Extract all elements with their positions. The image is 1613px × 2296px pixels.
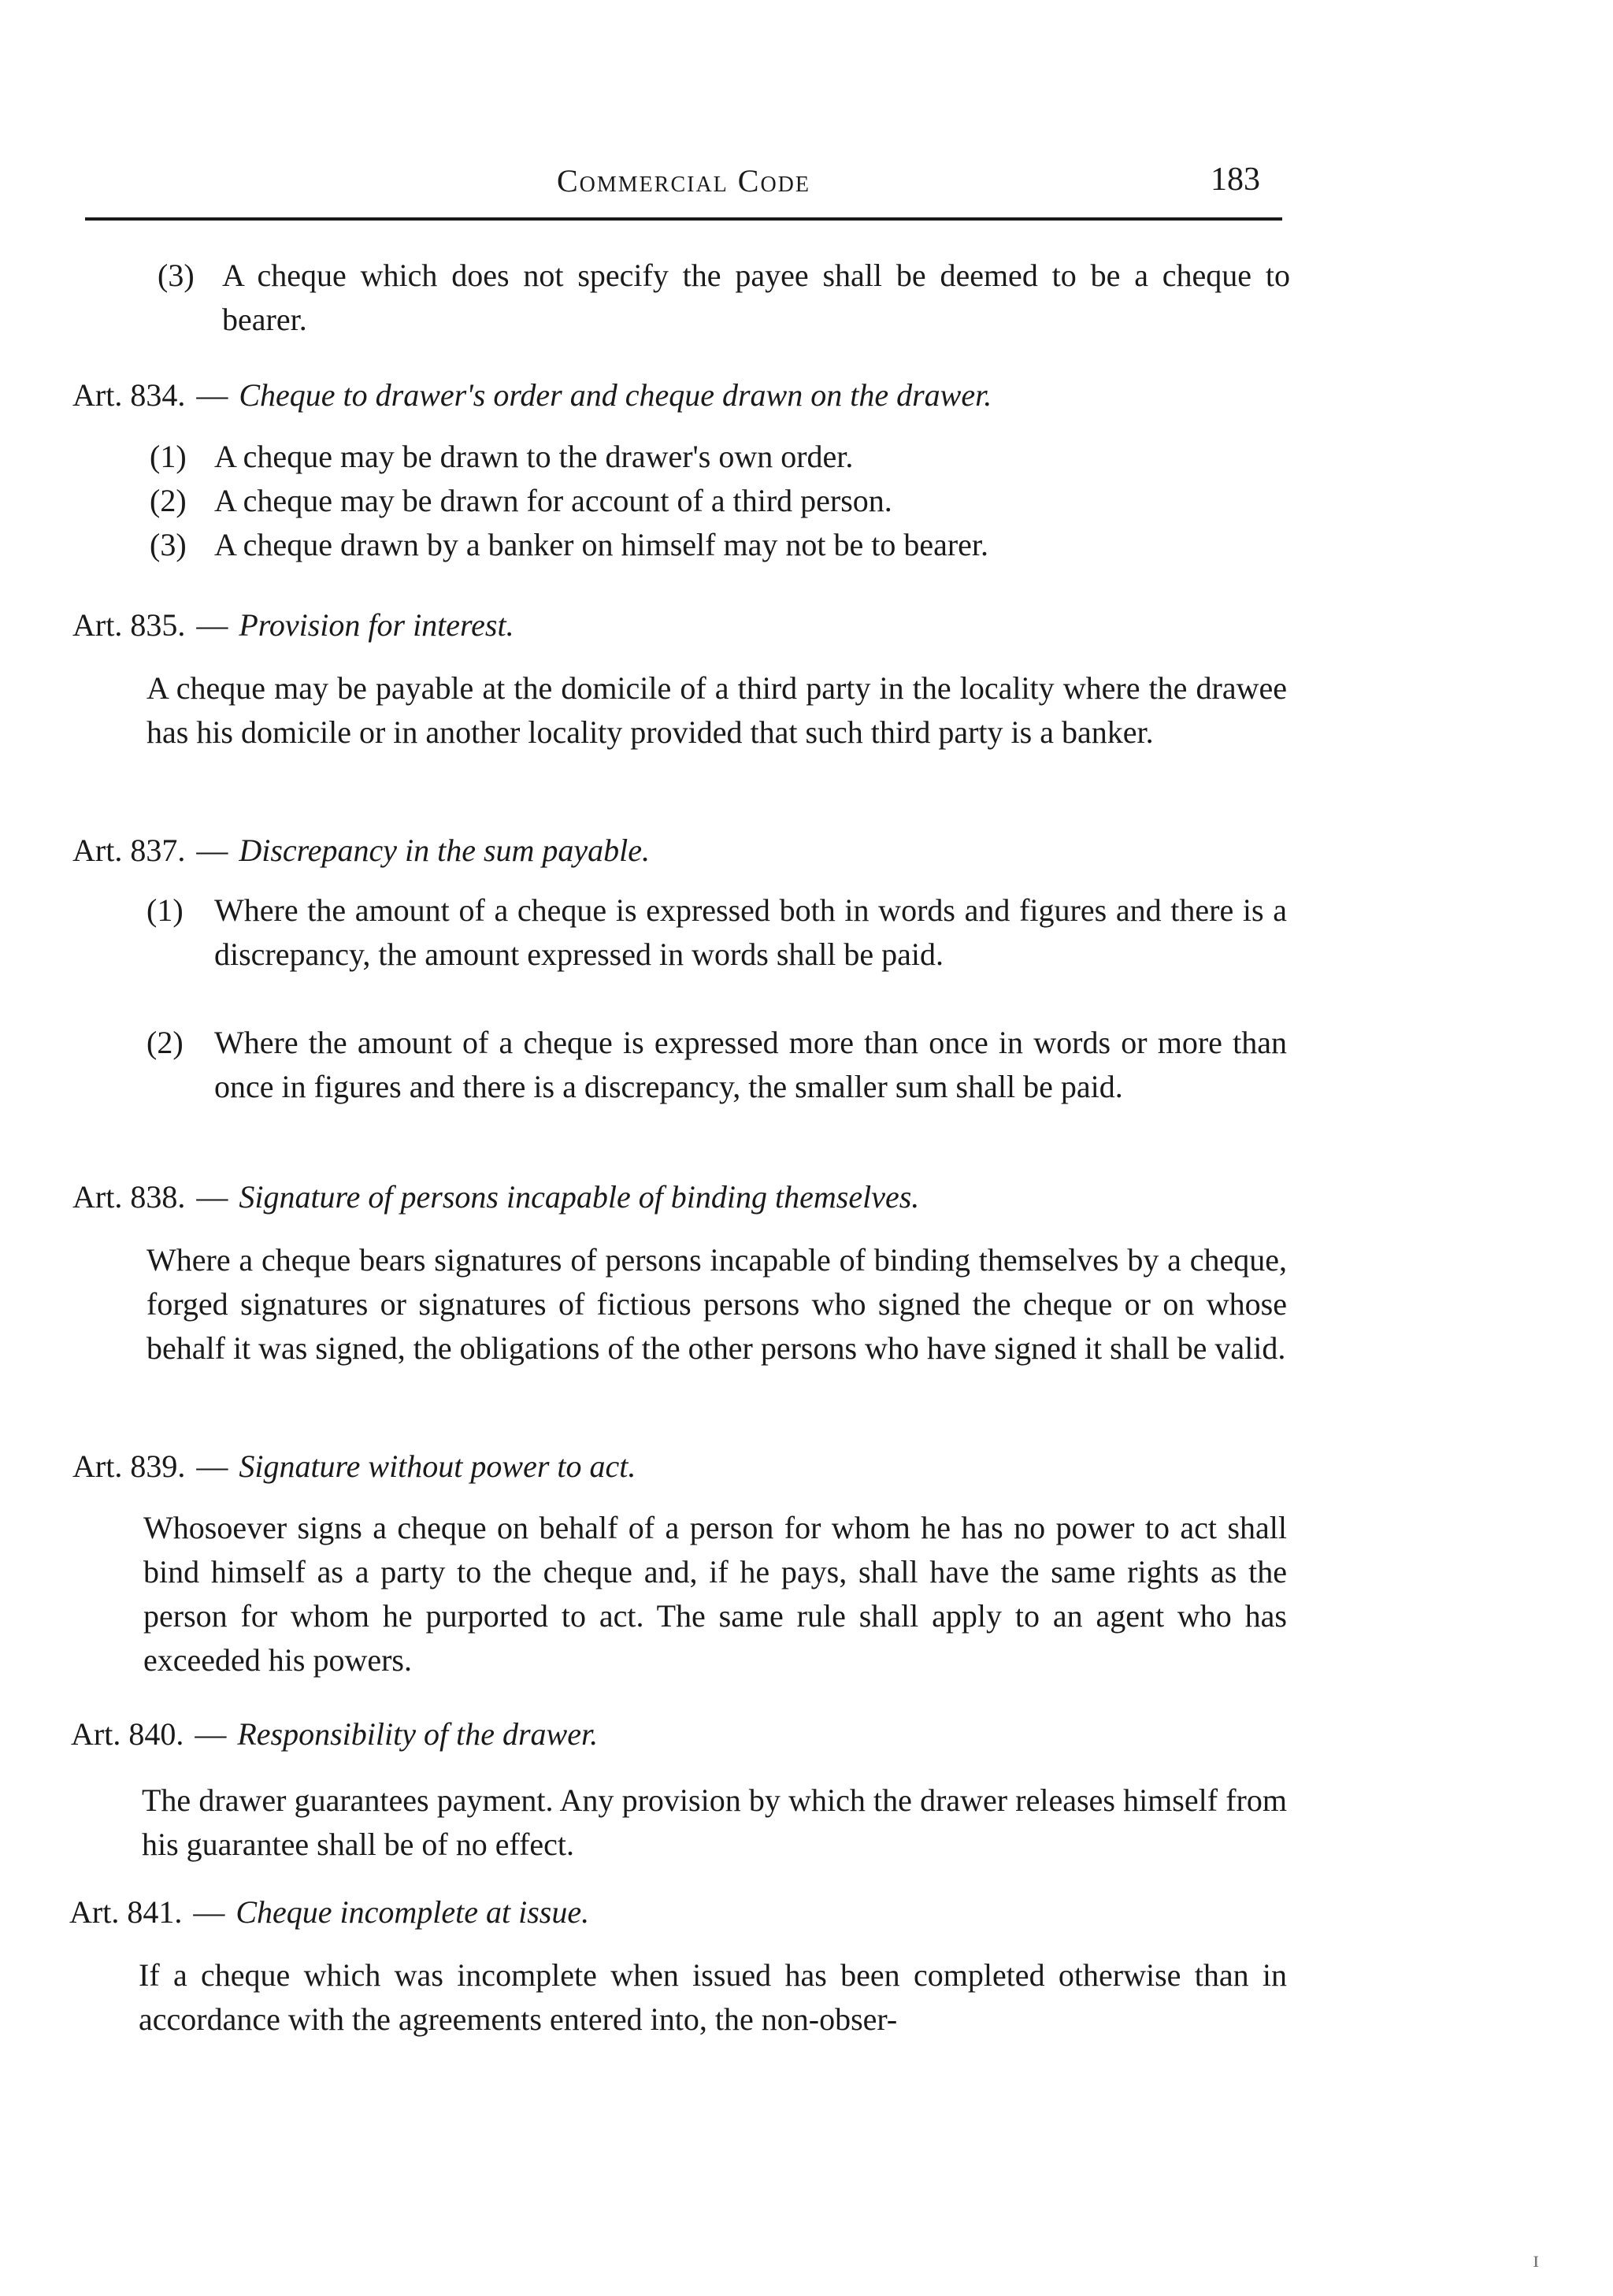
article-text: Whosoever signs a cheque on behalf of a person for whom he has no power to act shall bind himself as a party to the cheque and, if he pays, shall have the same rights as the person for whom he purported to act. The same rule shall apply to an agent who has exceeded his powers. [143, 1510, 1287, 1678]
running-header [85, 158, 1282, 221]
article-title: Responsibility of the drawer. [237, 1716, 599, 1752]
stray-mark: ɪ [1533, 2246, 1540, 2272]
article-title: Provision for interest. [239, 607, 514, 643]
article-heading [72, 829, 650, 873]
item-number: (1) [146, 892, 184, 928]
article-heading [72, 603, 514, 647]
running-header-title: Commercial Code [556, 163, 811, 198]
article-label: Art. 839. [72, 1448, 186, 1484]
article-label: Art. 834. [72, 377, 186, 413]
article-label: Art. 837. [72, 833, 186, 868]
article-dash: — [196, 1179, 228, 1215]
article-dash: — [196, 833, 228, 868]
article-title: Cheque incomplete at issue. [235, 1894, 590, 1930]
article-text: Where a cheque bears signatures of persons incapable of binding themselves by a cheque, forged signatures or signatures of fictious persons who signed the cheque or on whose behalf it was signed, the obligations of the other persons who have signed it shall be valid. [146, 1242, 1287, 1366]
item-text: A cheque which does not specify the payee shall be deemed to be a cheque to bearer. [222, 258, 1290, 337]
article-title: Signature of persons incapable of binding themselves. [239, 1179, 920, 1215]
list-item [146, 888, 1287, 1021]
item-text: Where the amount of a cheque is expressed more than once in words or more than once in figures and there is a discrepancy, the smaller sum shall be paid. [214, 1025, 1287, 1104]
item-text: A cheque may be drawn for account of a third person. [214, 483, 892, 518]
article-label: Art. 835. [72, 607, 186, 643]
item-number: (3) [150, 527, 187, 562]
article-heading [72, 1175, 919, 1219]
article-title: Discrepancy in the sum payable. [239, 833, 651, 868]
item-number: (3) [158, 258, 195, 293]
article-label: Art. 838. [72, 1179, 186, 1215]
article-text: The drawer guarantees payment. Any provision by which the drawer releases himself from his guarantee shall be of no effect. [142, 1782, 1287, 1862]
article-heading [69, 1890, 589, 1934]
article-text: A cheque may be payable at the domicile of a third party in the locality where the drawee has his domicile or in another locality provided that such third party is a banker. [146, 670, 1287, 750]
item-text: Where the amount of a cheque is expressed both in words and figures and there is a discrepancy, the amount expressed in words shall be paid. [214, 892, 1287, 972]
list-item [158, 254, 1292, 342]
article-dash: — [196, 607, 228, 643]
article-label: Art. 841. [69, 1894, 183, 1930]
article-heading [72, 373, 992, 417]
article-text: If a cheque which was incomplete when issued has been completed otherwise than in accordance with the agreements entered into, the non-obser- [139, 1957, 1287, 2037]
article-dash: — [196, 1448, 228, 1484]
article-dash: — [193, 1894, 225, 1930]
article-label: Art. 840. [71, 1716, 184, 1752]
article-heading [71, 1712, 598, 1756]
item-number: (2) [146, 1025, 184, 1060]
article-title: Signature without power to act. [239, 1448, 636, 1484]
list-item [146, 1021, 1287, 1153]
page-number: 183 [1211, 161, 1260, 198]
article-dash: — [196, 377, 228, 413]
article-dash: — [195, 1716, 227, 1752]
item-text: A cheque drawn by a banker on himself may not be to bearer. [214, 527, 989, 562]
article-title: Cheque to drawer's order and cheque drawn on the drawer. [239, 377, 992, 413]
item-number: (2) [150, 483, 187, 518]
item-number: (1) [150, 439, 187, 474]
item-text: A cheque may be drawn to the drawer's own order. [214, 439, 854, 474]
article-heading [72, 1445, 636, 1489]
